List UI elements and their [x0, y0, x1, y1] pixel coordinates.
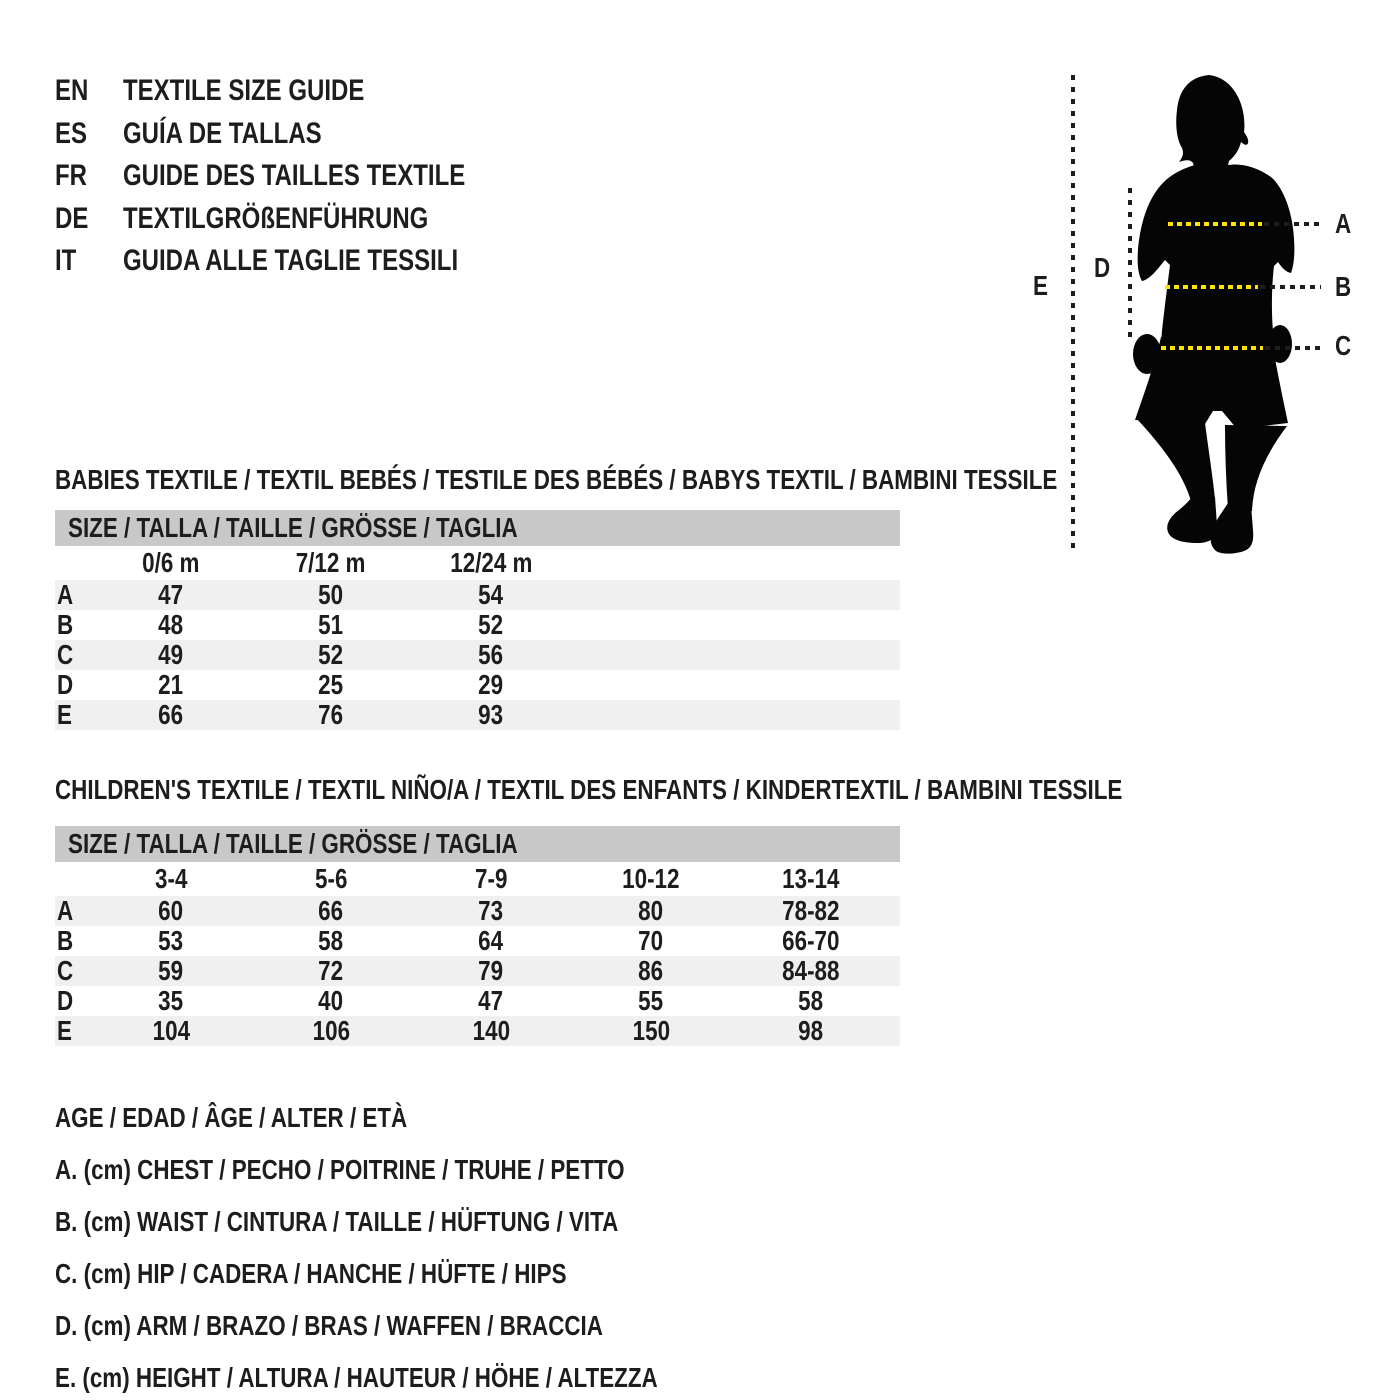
lang-title-es: GUÍA DE TALLAS — [123, 116, 322, 150]
table-row: C 59 72 79 86 84-88 — [55, 956, 900, 986]
hip-measure-line-c — [1265, 346, 1322, 350]
lang-title-de: TEXTILGRÖßENFÜHRUNG — [123, 201, 429, 235]
babies-col-0: 0/6 m — [142, 547, 200, 578]
legend-waist: B. (cm) WAIST / CINTURA / TAILLE / HÜFTUNG / VITA — [55, 1206, 619, 1237]
lang-title-it: GUIDA ALLE TAGLIE TESSILI — [123, 244, 459, 278]
waist-measure-line-b — [1260, 285, 1321, 289]
waist-measure-line-accent — [1165, 285, 1258, 289]
table-row: B 53 58 64 70 66-70 — [57, 925, 840, 956]
legend-hip: C. (cm) HIP / CADERA / HANCHE / HÜFTE / HIPS — [55, 1258, 567, 1289]
lang-code-de: DE — [55, 201, 89, 235]
legend-chest: A. (cm) CHEST / PECHO / POITRINE / TRUHE / PETTO — [55, 1154, 625, 1185]
legend-height: E. (cm) HEIGHT / ALTURA / HAUTEUR / HÖHE / ALTEZZA — [55, 1362, 658, 1393]
lang-code-fr: FR — [55, 159, 87, 193]
measure-label-b: B — [1335, 271, 1352, 302]
table-row: A 60 66 73 80 78-82 — [55, 896, 900, 926]
children-col-2: 7-9 — [474, 863, 508, 894]
legend-arm: D. (cm) ARM / BRAZO / BRAS / WAFFEN / BRACCIA — [55, 1310, 603, 1341]
silhouette-left-shoe — [1167, 497, 1217, 543]
children-column-headers — [55, 862, 900, 896]
lang-row-es — [55, 113, 551, 156]
lang-row-it — [55, 240, 551, 283]
language-title-list — [55, 70, 551, 283]
children-size-table — [55, 826, 900, 1046]
silhouette-shirt — [1138, 165, 1295, 344]
babies-col-1: 7/12 m — [296, 547, 366, 578]
lang-code-it: IT — [55, 244, 77, 278]
measure-label-e: E — [1033, 270, 1048, 301]
babies-column-headers — [55, 546, 900, 580]
table-row: E 66 76 93 — [55, 700, 900, 730]
table-row: D 21 25 29 — [57, 669, 504, 700]
silhouette-right-shoe — [1211, 503, 1254, 554]
lang-code-es: ES — [55, 116, 88, 150]
measure-label-a: A — [1335, 208, 1352, 239]
lang-title-fr: GUIDE DES TAILLES TEXTILE — [123, 159, 466, 193]
measure-label-c: C — [1335, 330, 1352, 361]
hip-measure-line-accent — [1161, 346, 1263, 350]
children-col-1: 5-6 — [314, 863, 348, 894]
measurement-legend — [55, 1092, 808, 1400]
table-row: C 49 52 56 — [55, 640, 900, 670]
babies-section-heading: BABIES TEXTILE / TEXTIL BEBÉS / TESTILE DES BÉBÉS / BABYS TEXTIL / BAMBINI TESSILE — [55, 464, 1058, 495]
lang-code-en: EN — [55, 74, 89, 108]
babies-col-2: 12/24 m — [449, 547, 533, 578]
children-col-0: 3-4 — [154, 863, 188, 894]
lang-row-fr — [55, 155, 551, 198]
table-row: A 47 50 54 — [55, 580, 900, 610]
measure-label-d: D — [1094, 252, 1111, 283]
children-col-4: 13-14 — [782, 863, 840, 894]
legend-age: AGE / EDAD / ÂGE / ALTER / ETÀ — [55, 1102, 408, 1133]
lang-title-en: TEXTILE SIZE GUIDE — [123, 74, 365, 108]
lang-row-en — [55, 70, 551, 113]
table-row: D 35 40 47 55 58 — [57, 985, 824, 1016]
children-section-heading: CHILDREN'S TEXTILE / TEXTIL NIÑO/A / TEXTIL DES ENFANTS / KINDERTEXTIL / BAMBINI TESSILE — [55, 774, 1123, 805]
table-row: E 104 106 140 150 98 — [55, 1016, 900, 1046]
children-size-header-bar: SIZE / TALLA / TAILLE / GRÖSSE / TAGLIA — [55, 826, 900, 862]
babies-size-table — [55, 510, 900, 730]
children-col-3: 10-12 — [622, 863, 680, 894]
chest-measure-line-accent — [1168, 222, 1262, 226]
silhouette-shorts — [1135, 337, 1288, 429]
babies-size-header-bar: SIZE / TALLA / TAILLE / GRÖSSE / TAGLIA — [55, 510, 900, 546]
chest-measure-line-a — [1264, 222, 1322, 226]
table-row: B 48 51 52 — [57, 609, 504, 640]
lang-row-de — [55, 198, 551, 241]
